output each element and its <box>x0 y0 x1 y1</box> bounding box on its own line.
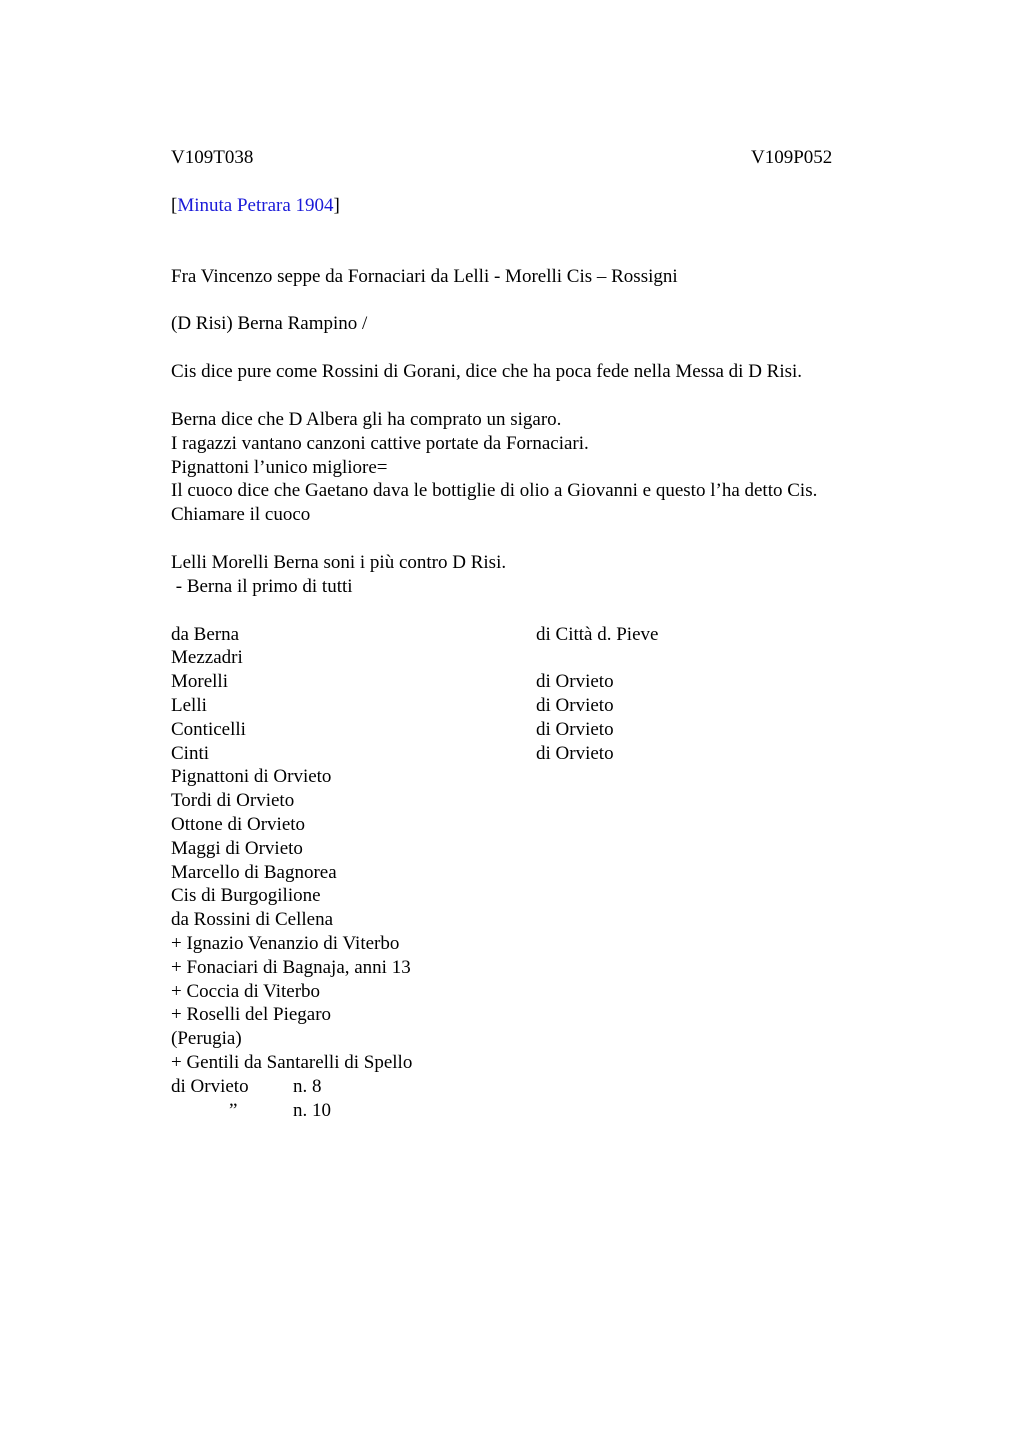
list-item <box>171 837 891 861</box>
title-link[interactable]: Minuta Petrara 1904 <box>177 194 334 216</box>
title-open-bracket: [ <box>171 194 178 216</box>
document-page <box>171 146 891 1122</box>
list-item <box>171 646 891 670</box>
paragraph-block-4 <box>171 408 891 527</box>
list-item <box>171 980 891 1004</box>
list-item <box>171 884 891 908</box>
list-item-origin: di Orvieto <box>536 671 614 693</box>
list-item-name: Mezzadri <box>171 647 243 669</box>
list-item-name: Marcello di Bagnorea <box>171 861 337 883</box>
paragraph-3: Cis dice pure come Rossini di Gorani, dice che ha poca fede nella Messa di D Risi. <box>171 361 803 383</box>
count-value: n. 8 <box>293 1075 322 1097</box>
left-code: V109T038 <box>171 147 254 168</box>
list-item-name: + Coccia di Viterbo <box>171 980 321 1002</box>
list-item-name: Lelli <box>171 694 207 716</box>
list-item <box>171 1027 891 1051</box>
paragraph-1: Fra Vincenzo seppe da Fornaciari da Lelli - Morelli Cis – Rossigni <box>171 265 678 287</box>
list-item-name: Ottone di Orvieto <box>171 813 306 835</box>
text-line: Il cuoco dice che Gaetano dava le bottiglie di olio a Giovanni e questo l’ha detto Cis. <box>171 480 818 502</box>
count-row <box>171 1075 891 1099</box>
text-line: - Berna il primo di tutti <box>171 575 353 597</box>
list-item <box>171 932 891 956</box>
count-value: n. 10 <box>293 1099 331 1121</box>
paragraph-2: (D Risi) Berna Rampino / <box>171 313 368 335</box>
list-item-name: da Rossini di Cellena <box>171 909 334 931</box>
list-item-origin: di Città d. Pieve <box>536 623 659 645</box>
ditto-mark: ” <box>229 1099 238 1121</box>
list-item <box>171 670 891 694</box>
list-item <box>171 718 891 742</box>
list-item-name: Cis di Burgogilione <box>171 885 321 907</box>
list-item <box>171 765 891 789</box>
list-item-name: + Ignazio Venanzio di Viterbo <box>171 932 400 954</box>
document-title <box>171 194 891 218</box>
list-item-name: Conticelli <box>171 718 246 740</box>
list-item-name: Morelli <box>171 671 228 693</box>
list-item-name: da Berna <box>171 623 240 645</box>
list-item-name: Cinti <box>171 742 210 764</box>
list-item <box>171 1051 891 1075</box>
right-code: V109P052 <box>751 147 833 168</box>
list-item-name: + Gentili da Santarelli di Spello <box>171 1051 413 1073</box>
list-item <box>171 861 891 885</box>
list-item-name: Maggi di Orvieto <box>171 837 303 859</box>
list-item-name: + Fonaciari di Bagnaja, anni 13 <box>171 956 411 978</box>
text-line: Pignattoni l’unico migliore= <box>171 456 388 478</box>
list-item <box>171 789 891 813</box>
list-item-name: Pignattoni di Orvieto <box>171 766 332 788</box>
list-item-name: + Roselli del Piegaro <box>171 1004 332 1026</box>
text-line: Chiamare il cuoco <box>171 504 311 526</box>
title-close-bracket: ] <box>333 194 340 216</box>
list-item-name: (Perugia) <box>171 1028 242 1050</box>
list-item-name: Tordi di Orvieto <box>171 790 295 812</box>
list-item <box>171 956 891 980</box>
list-item-origin: di Orvieto <box>536 742 614 764</box>
list-item <box>171 742 891 766</box>
names-list <box>171 623 891 1123</box>
list-item-origin: di Orvieto <box>536 718 614 740</box>
paragraph-block-5 <box>171 551 891 599</box>
count-row <box>171 1099 891 1123</box>
list-item <box>171 1003 891 1027</box>
text-line: Lelli Morelli Berna soni i più contro D Risi. <box>171 551 507 573</box>
list-item <box>171 623 891 647</box>
count-place: di Orvieto <box>171 1075 249 1097</box>
list-item-origin: di Orvieto <box>536 694 614 716</box>
list-item <box>171 694 891 718</box>
list-item <box>171 908 891 932</box>
text-line: Berna dice che D Albera gli ha comprato un sigaro. <box>171 408 562 430</box>
document-header <box>171 146 891 170</box>
text-line: I ragazzi vantano canzoni cattive portate da Fornaciari. <box>171 432 589 454</box>
list-item <box>171 813 891 837</box>
